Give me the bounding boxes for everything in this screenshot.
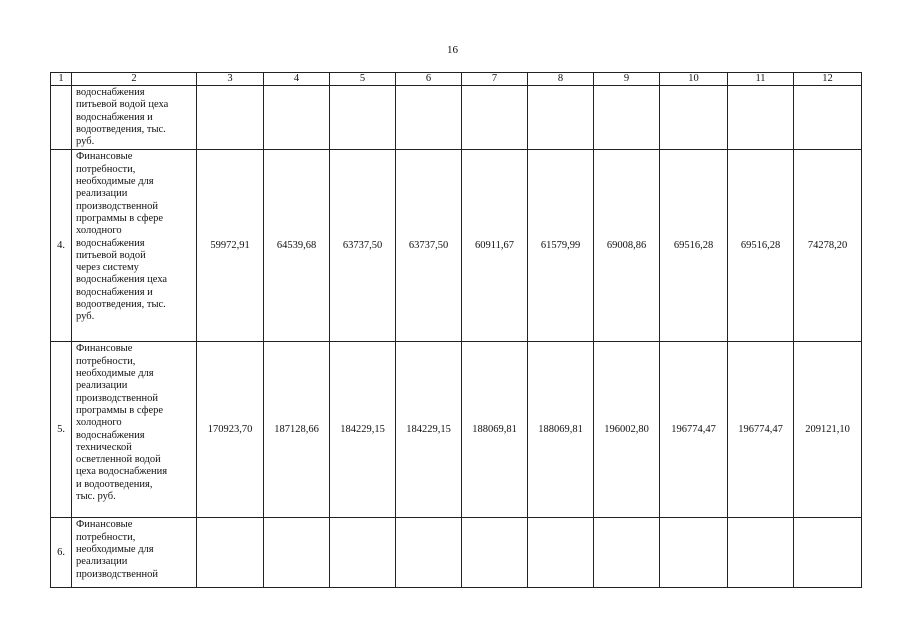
value-cell: 196002,80 bbox=[594, 342, 660, 518]
value-cell bbox=[330, 518, 396, 588]
value-cell: 60911,67 bbox=[462, 150, 528, 342]
financial-needs-table bbox=[50, 72, 862, 588]
value-cell bbox=[197, 518, 264, 588]
value-cell bbox=[330, 86, 396, 150]
column-header: 5 bbox=[330, 73, 396, 86]
page-number: 16 bbox=[447, 44, 458, 56]
value-cell bbox=[528, 86, 594, 150]
value-cell bbox=[462, 518, 528, 588]
column-header: 6 bbox=[396, 73, 462, 86]
value-cell: 59972,91 bbox=[197, 150, 264, 342]
value-cell bbox=[594, 86, 660, 150]
row-description: Финансовые потребности, необходимые для реализации производственной программы в сфере холодного водоснабжения питьевой водой через систему водоснабжения цеха водоснабжения и водоотведения, тыс. руб. bbox=[72, 150, 197, 342]
value-cell bbox=[728, 518, 794, 588]
value-cell bbox=[660, 86, 728, 150]
table-row bbox=[51, 518, 862, 588]
table-row bbox=[51, 150, 862, 342]
value-cell: 184229,15 bbox=[330, 342, 396, 518]
value-cell: 188069,81 bbox=[462, 342, 528, 518]
value-cell: 196774,47 bbox=[660, 342, 728, 518]
value-cell: 196774,47 bbox=[728, 342, 794, 518]
value-cell bbox=[396, 86, 462, 150]
value-cell: 61579,99 bbox=[528, 150, 594, 342]
value-cell bbox=[462, 86, 528, 150]
row-number: 4. bbox=[51, 150, 72, 342]
value-cell bbox=[794, 86, 862, 150]
column-header: 8 bbox=[528, 73, 594, 86]
row-number bbox=[51, 86, 72, 150]
row-number: 5. bbox=[51, 342, 72, 518]
value-cell bbox=[264, 518, 330, 588]
row-description: Финансовые потребности, необходимые для реализации производственной bbox=[72, 518, 197, 588]
row-description: Финансовые потребности, необходимые для реализации производственной программы в сфере холодного водоснабжения технической осветленной водой цеха водоснабжения и водоотведения, тыс. руб. bbox=[72, 342, 197, 518]
table-header-row bbox=[51, 73, 862, 86]
row-number: 6. bbox=[51, 518, 72, 588]
value-cell: 63737,50 bbox=[330, 150, 396, 342]
table-row bbox=[51, 342, 862, 518]
value-cell: 64539,68 bbox=[264, 150, 330, 342]
column-header: 7 bbox=[462, 73, 528, 86]
value-cell: 209121,10 bbox=[794, 342, 862, 518]
value-cell: 184229,15 bbox=[396, 342, 462, 518]
value-cell bbox=[594, 518, 660, 588]
column-header: 2 bbox=[72, 73, 197, 86]
value-cell: 187128,66 bbox=[264, 342, 330, 518]
value-cell bbox=[660, 518, 728, 588]
column-header: 4 bbox=[264, 73, 330, 86]
table-row bbox=[51, 86, 862, 150]
column-header: 10 bbox=[660, 73, 728, 86]
value-cell: 188069,81 bbox=[528, 342, 594, 518]
value-cell: 170923,70 bbox=[197, 342, 264, 518]
value-cell bbox=[728, 86, 794, 150]
value-cell: 69516,28 bbox=[728, 150, 794, 342]
column-header: 9 bbox=[594, 73, 660, 86]
column-header: 11 bbox=[728, 73, 794, 86]
value-cell bbox=[197, 86, 264, 150]
value-cell: 74278,20 bbox=[794, 150, 862, 342]
value-cell bbox=[794, 518, 862, 588]
value-cell: 69008,86 bbox=[594, 150, 660, 342]
column-header: 1 bbox=[51, 73, 72, 86]
value-cell bbox=[396, 518, 462, 588]
value-cell bbox=[528, 518, 594, 588]
value-cell: 63737,50 bbox=[396, 150, 462, 342]
column-header: 3 bbox=[197, 73, 264, 86]
row-description: водоснабжения питьевой водой цеха водоснабжения и водоотведения, тыс. руб. bbox=[72, 86, 197, 150]
value-cell: 69516,28 bbox=[660, 150, 728, 342]
value-cell bbox=[264, 86, 330, 150]
column-header: 12 bbox=[794, 73, 862, 86]
